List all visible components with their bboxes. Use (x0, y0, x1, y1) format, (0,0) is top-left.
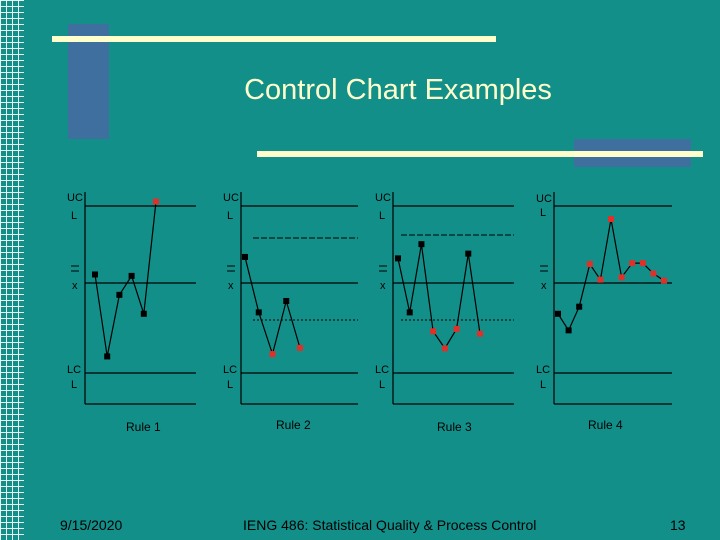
data-point-4-3 (576, 304, 582, 310)
slide-title: Control Chart Examples (244, 74, 552, 106)
flagged-point-3-4 (430, 328, 436, 334)
ucl-label-2-1: L (71, 210, 78, 222)
data-point-3-7 (465, 251, 471, 257)
data-line-2 (245, 257, 300, 354)
ucl-label-4: UC (536, 193, 552, 205)
flagged-point-2-5 (297, 345, 303, 351)
flagged-point-3-8 (477, 331, 483, 337)
ucl-label-2: UC (223, 192, 239, 204)
lcl-label-1: LC (67, 364, 82, 376)
center-label-2: x (228, 280, 234, 292)
rule-label-4: Rule 4 (588, 418, 623, 432)
lcl-label-2-1: L (71, 379, 78, 391)
lcl-label-3: LC (375, 364, 390, 376)
data-line-4 (558, 219, 664, 330)
data-point-4-1 (555, 311, 561, 317)
flagged-point-1-6 (153, 199, 159, 205)
data-point-1-5 (141, 311, 147, 317)
flagged-point-2-3 (270, 351, 276, 357)
data-line-1 (95, 202, 156, 357)
data-point-3-2 (407, 309, 413, 315)
flagged-point-4-9 (640, 260, 646, 266)
ucl-label-2-3: L (379, 210, 386, 222)
flagged-point-3-5 (442, 345, 448, 351)
rule-label-3: Rule 3 (437, 420, 472, 434)
data-point-2-1 (242, 254, 248, 260)
data-point-1-1 (92, 271, 98, 277)
lcl-label-2-3: L (379, 379, 386, 391)
lcl-label-2: LC (223, 364, 238, 376)
center-label-1: x (72, 280, 78, 292)
data-point-1-4 (129, 273, 135, 279)
footer-course: IENG 486: Statistical Quality & Process Control (243, 517, 537, 533)
data-point-2-4 (283, 298, 289, 304)
lcl-label-4: LC (536, 364, 551, 376)
data-point-4-2 (566, 327, 572, 333)
rule-label-2: Rule 2 (276, 418, 311, 432)
footer-page-number: 13 (670, 517, 686, 533)
flagged-point-4-4 (587, 261, 593, 267)
flagged-point-4-11 (661, 278, 667, 284)
footer-date: 9/15/2020 (60, 517, 123, 533)
flagged-point-4-6 (608, 216, 614, 222)
center-label-4: x (541, 280, 547, 292)
ucl-label-3: UC (375, 192, 391, 204)
flagged-point-4-5 (597, 277, 603, 283)
data-point-3-3 (418, 241, 424, 247)
flagged-point-4-7 (619, 274, 625, 280)
flagged-point-4-10 (650, 271, 656, 277)
ucl-label-1: UC (67, 192, 83, 204)
ucl-label-2-2: L (227, 210, 234, 222)
flagged-point-3-6 (454, 326, 460, 332)
rule-label-1: Rule 1 (126, 420, 161, 434)
ucl-label-2-4: L (540, 207, 547, 219)
center-label-3: x (380, 280, 386, 292)
data-line-3 (398, 244, 480, 348)
lcl-label-2-2: L (227, 379, 234, 391)
lcl-label-2-4: L (540, 379, 547, 391)
flagged-point-4-8 (629, 260, 635, 266)
data-point-1-2 (104, 353, 110, 359)
data-point-3-1 (395, 255, 401, 261)
data-point-1-3 (116, 292, 122, 298)
data-point-2-2 (256, 309, 262, 315)
